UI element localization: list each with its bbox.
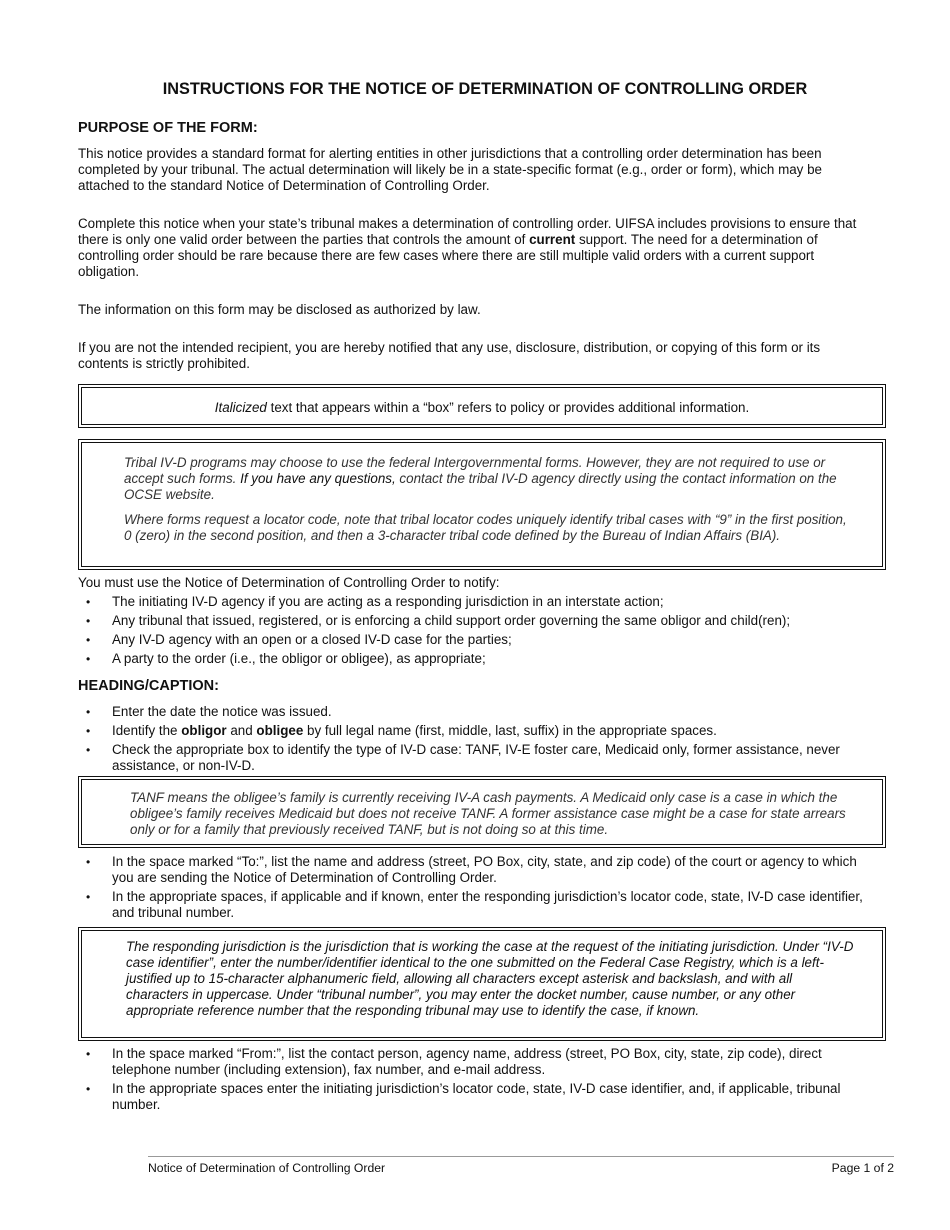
list-item: • A party to the order (i.e., the obligor or obligee), as appropriate; xyxy=(78,651,878,667)
list-item: • In the appropriate spaces enter the initiating jurisdiction’s locator code, state, IV-D case identifier, and, if applicable, tribunal number. xyxy=(78,1081,878,1113)
from-list xyxy=(78,1046,878,1116)
document-title: INSTRUCTIONS FOR THE NOTICE OF DETERMINATION OF CONTROLLING ORDER xyxy=(162,80,808,98)
list-item: • Any tribunal that issued, registered, or is enforcing a child support order governing the same obligor and child(ren); xyxy=(78,613,878,629)
notify-intro: You must use the Notice of Determination of Controlling Order to notify: xyxy=(78,575,500,590)
list-item: • In the space marked “To:”, list the name and address (street, PO Box, city, state, and zip code) of the court or agency to which you are sending the Notice of Determination of Controlling Order. xyxy=(78,854,878,886)
purpose-heading: PURPOSE OF THE FORM: xyxy=(78,120,258,136)
case-type-text: TANF means the obligee’s family is currently receiving IV-A cash payments. A Medicaid only case is a case in which the obligee’s family receives Medicaid but does not receive TANF. A former assistance case might be a case for state arrears only or for a family that previously received TANF, but is not doing so at this time. xyxy=(130,790,846,837)
italic-legend-text: Italicized text that appears within a “box” refers to policy or provides additional information. xyxy=(214,400,750,415)
list-item: • Check the appropriate box to identify the type of IV-D case: TANF, IV-E foster care, Medicaid only, former assistance, never assistance, or non-IV-D. xyxy=(78,742,878,774)
footer-form-name: Notice of Determination of Controlling Order xyxy=(148,1161,386,1175)
purpose-paragraph-1: This notice provides a standard format for alerting entities in other jurisdictions that a controlling order determination has been completed by your tribunal. The actual determination will likely be in a state-specific format (e.g., order or form), which may be attached to the standard Notice of Determination of Controlling Order. xyxy=(78,146,822,193)
italic-legend-box xyxy=(78,384,886,428)
purpose-paragraph-3: The information on this form may be disclosed as authorized by law. xyxy=(78,302,481,317)
purpose-paragraph-2: Complete this notice when your state’s tribunal makes a determination of controlling order. UIFSA includes provisions to ensure that there is only one valid order between the parties that controls the amount of current support. The need for a determination of controlling order should be rare because there are few cases where there are still multiple valid orders with a current support obligation. xyxy=(78,216,857,279)
list-item: • Enter the date the notice was issued. xyxy=(78,704,878,720)
page-footer xyxy=(148,1156,894,1175)
tribal-info-paragraph-2: Where forms request a locator code, note that tribal locator codes uniquely identify tribal cases with “9” in the first position, 0 (zero) in the second position, and then a 3-character tribal code defined by the Bureau of Indian Affairs (BIA). xyxy=(124,512,847,543)
tribal-info-box xyxy=(78,439,886,570)
notify-list xyxy=(78,594,878,670)
heading-caption-list xyxy=(78,704,878,777)
list-item: • Identify the obligor and obligee by full legal name (first, middle, last, suffix) in the appropriate spaces. xyxy=(78,723,878,739)
footer-page-number: Page 1 of 2 xyxy=(831,1161,894,1175)
responding-jurisdiction-text: The responding jurisdiction is the jurisdiction that is working the case at the request of the initiating jurisdiction. Under “IV-D case identifier”, enter the number/identifier identical to the one submitted on the Federal Case Registry, which is a left-justified up to 15-character alphanumeric field, allowing all characters except asterisk and backslash, and with all characters in uppercase. Under “tribunal number”, you may enter the docket number, cause number, or any other appropriate reference number that the responding tribunal may use to identify the case, if known. xyxy=(126,939,854,1018)
list-item: • In the space marked “From:”, list the contact person, agency name, address (street, PO Box, city, state, zip code), direct telephone number (including extension), fax number, and e-mail address. xyxy=(78,1046,878,1078)
tribal-info-paragraph-1: Tribal IV-D programs may choose to use the federal Intergovernmental forms. However, they are not required to use or accept such forms. If you have any questions, contact the tribal IV-D agency directly using the contact information on the OCSE website. xyxy=(124,455,837,502)
to-list xyxy=(78,854,878,924)
list-item: • In the appropriate spaces, if applicable and if known, enter the responding jurisdiction’s locator code, state, IV-D case identifier, and tribunal number. xyxy=(78,889,878,921)
list-item: • Any IV-D agency with an open or a closed IV-D case for the parties; xyxy=(78,632,878,648)
purpose-paragraph-4: If you are not the intended recipient, you are hereby notified that any use, disclosure, distribution, or copying of this form or its contents is strictly prohibited. xyxy=(78,340,821,371)
heading-caption-heading: HEADING/CAPTION: xyxy=(78,678,219,694)
case-type-box xyxy=(78,776,886,848)
responding-jurisdiction-box xyxy=(78,927,886,1041)
list-item: • The initiating IV-D agency if you are acting as a responding jurisdiction in an interstate action; xyxy=(78,594,878,610)
